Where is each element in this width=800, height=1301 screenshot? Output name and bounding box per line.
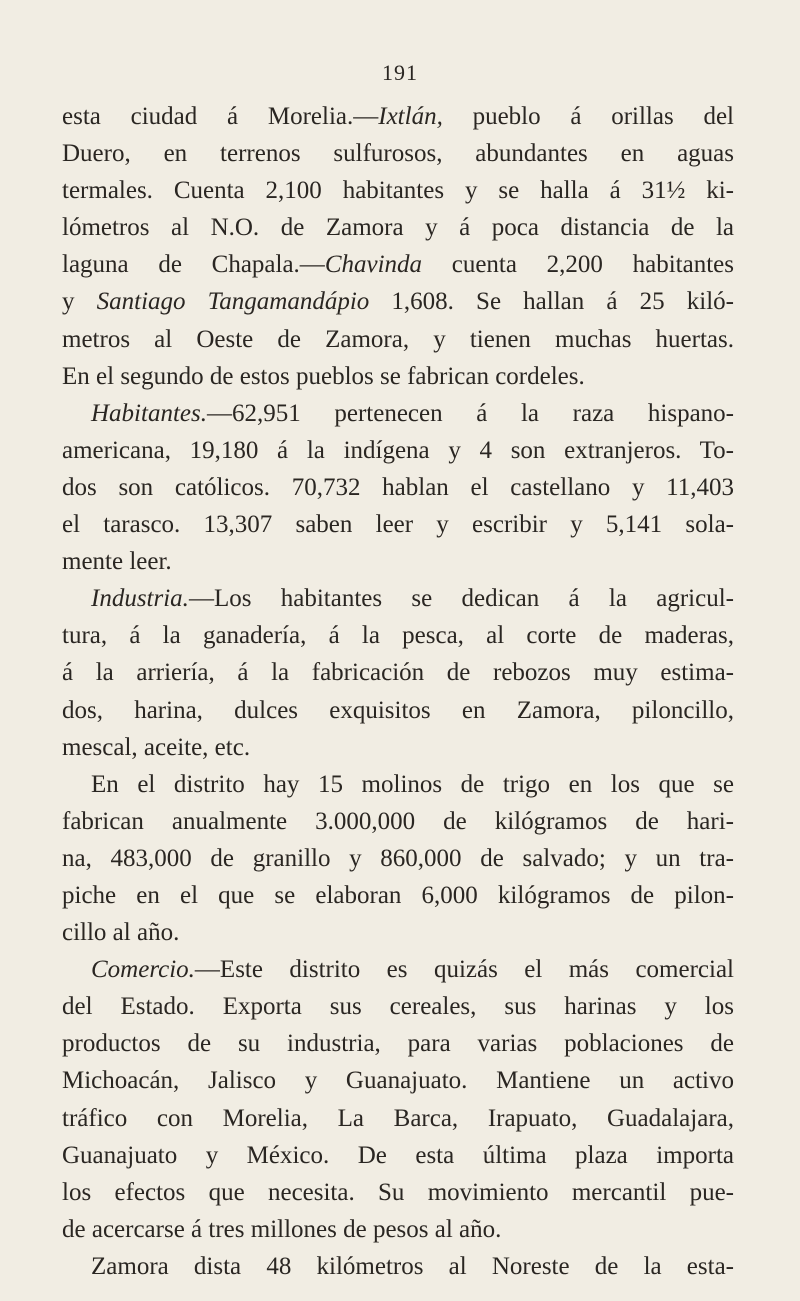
text-segment: —62,951 pertenecen á la raza hispano- <box>206 399 734 427</box>
text-segment: Duero, en terrenos sulfurosos, abundantes en aguas <box>62 140 734 168</box>
text-line <box>62 988 734 1025</box>
text-line <box>62 840 734 877</box>
text-segment: na, 483,000 de granillo y 860,000 de salvado; y un tra- <box>62 844 734 872</box>
text-segment: —Este distrito es quizás el más comercial <box>194 956 734 984</box>
text-segment: el tarasco. 13,307 saben leer y escribir y 5,141 sola- <box>62 511 734 539</box>
text-line <box>62 580 734 617</box>
text-segment: laguna de Chapala.— <box>62 251 325 279</box>
text-line <box>62 321 734 358</box>
text-line <box>62 135 734 172</box>
italic-term: Habitantes. <box>91 399 207 427</box>
text-segment: cuenta 2,200 habitantes <box>422 251 734 279</box>
text-segment: los efectos que necesita. Su movimiento mercantil pue- <box>62 1178 734 1206</box>
text-line <box>62 766 734 803</box>
text-line <box>62 172 734 209</box>
text-segment: metros al Oeste de Zamora, y tienen muchas huertas. <box>62 325 734 353</box>
text-line <box>62 358 734 395</box>
italic-term: Ixtlán, <box>378 103 443 130</box>
text-line <box>62 951 734 988</box>
text-line <box>62 1174 734 1211</box>
text-segment: lómetros al N.O. de Zamora y á poca distancia de la <box>62 214 734 242</box>
text-line <box>62 469 734 506</box>
text-line <box>62 246 734 283</box>
text-line <box>62 654 734 691</box>
text-segment: tráfico con Morelia, La Barca, Irapuato, Guadalajara, <box>62 1104 734 1132</box>
text-line <box>62 98 734 135</box>
text-line <box>62 1062 734 1099</box>
italic-term: Santiago Tangamandápio <box>96 288 370 316</box>
text-segment: Michoacán, Jalisco y Guanajuato. Mantiene un activo <box>62 1067 734 1095</box>
text-segment: á la arriería, á la fabricación de rebozos muy estima- <box>62 659 734 687</box>
text-segment: de acercarse á tres millones de pesos al año. <box>62 1215 502 1243</box>
text-line <box>62 1248 734 1285</box>
text-line <box>62 1137 734 1174</box>
text-segment: americana, 19,180 á la indígena y 4 son extranjeros. To- <box>62 436 734 464</box>
italic-term: Industria. <box>91 585 189 613</box>
body-text <box>62 98 734 1285</box>
text-segment: piche en el que se elaboran 6,000 kilógramos de pilon- <box>62 881 734 909</box>
text-line <box>62 1025 734 1062</box>
text-segment: fabrican anualmente 3.000,000 de kilógramos de hari- <box>62 807 734 835</box>
text-segment: dos son católicos. 70,732 hablan el castellano y 11,403 <box>62 473 734 501</box>
text-line <box>62 877 734 914</box>
text-segment: Zamora dista 48 kilómetros al Noreste de la esta- <box>91 1252 734 1280</box>
text-line <box>62 1100 734 1137</box>
text-segment: del Estado. Exporta sus cereales, sus harinas y los <box>62 993 734 1021</box>
text-segment: cillo al año. <box>62 919 180 947</box>
text-segment: 1,608. Se hallan á 25 kiló- <box>369 288 734 316</box>
italic-term: Comercio. <box>91 956 195 984</box>
text-segment: tura, á la ganadería, á la pesca, al corte de maderas, <box>62 622 734 650</box>
text-line <box>62 283 734 320</box>
text-segment: Guanajuato y México. De esta última plaza importa <box>62 1141 734 1169</box>
text-segment: pueblo á orillas del <box>442 103 734 130</box>
text-segment: mescal, aceite, etc. <box>62 733 251 761</box>
text-line <box>62 692 734 729</box>
text-segment: —Los habitantes se dedican á la agricul- <box>188 585 734 613</box>
text-line <box>62 432 734 469</box>
text-line <box>62 803 734 840</box>
page-number: 191 <box>382 60 418 85</box>
text-line <box>62 729 734 766</box>
text-segment: y <box>62 288 97 316</box>
text-line <box>62 1211 734 1248</box>
italic-term: Chavinda <box>324 251 423 279</box>
text-line <box>62 209 734 246</box>
text-segment: productos de su industria, para varias poblaciones de <box>62 1030 734 1058</box>
text-line <box>62 617 734 654</box>
text-segment: dos, harina, dulces exquisitos en Zamora, piloncillo, <box>62 696 734 724</box>
text-segment: En el segundo de estos pueblos se fabrican cordeles. <box>62 362 585 390</box>
text-line <box>62 506 734 543</box>
text-segment: termales. Cuenta 2,100 habitantes y se halla á 31½ ki- <box>62 177 734 205</box>
text-segment: En el distrito hay 15 molinos de trigo en los que se <box>91 770 734 798</box>
text-segment: mente leer. <box>62 548 172 576</box>
text-line <box>62 395 734 432</box>
text-line <box>62 914 734 951</box>
text-segment: esta ciudad á Morelia.— <box>62 103 379 130</box>
text-line <box>62 543 734 580</box>
